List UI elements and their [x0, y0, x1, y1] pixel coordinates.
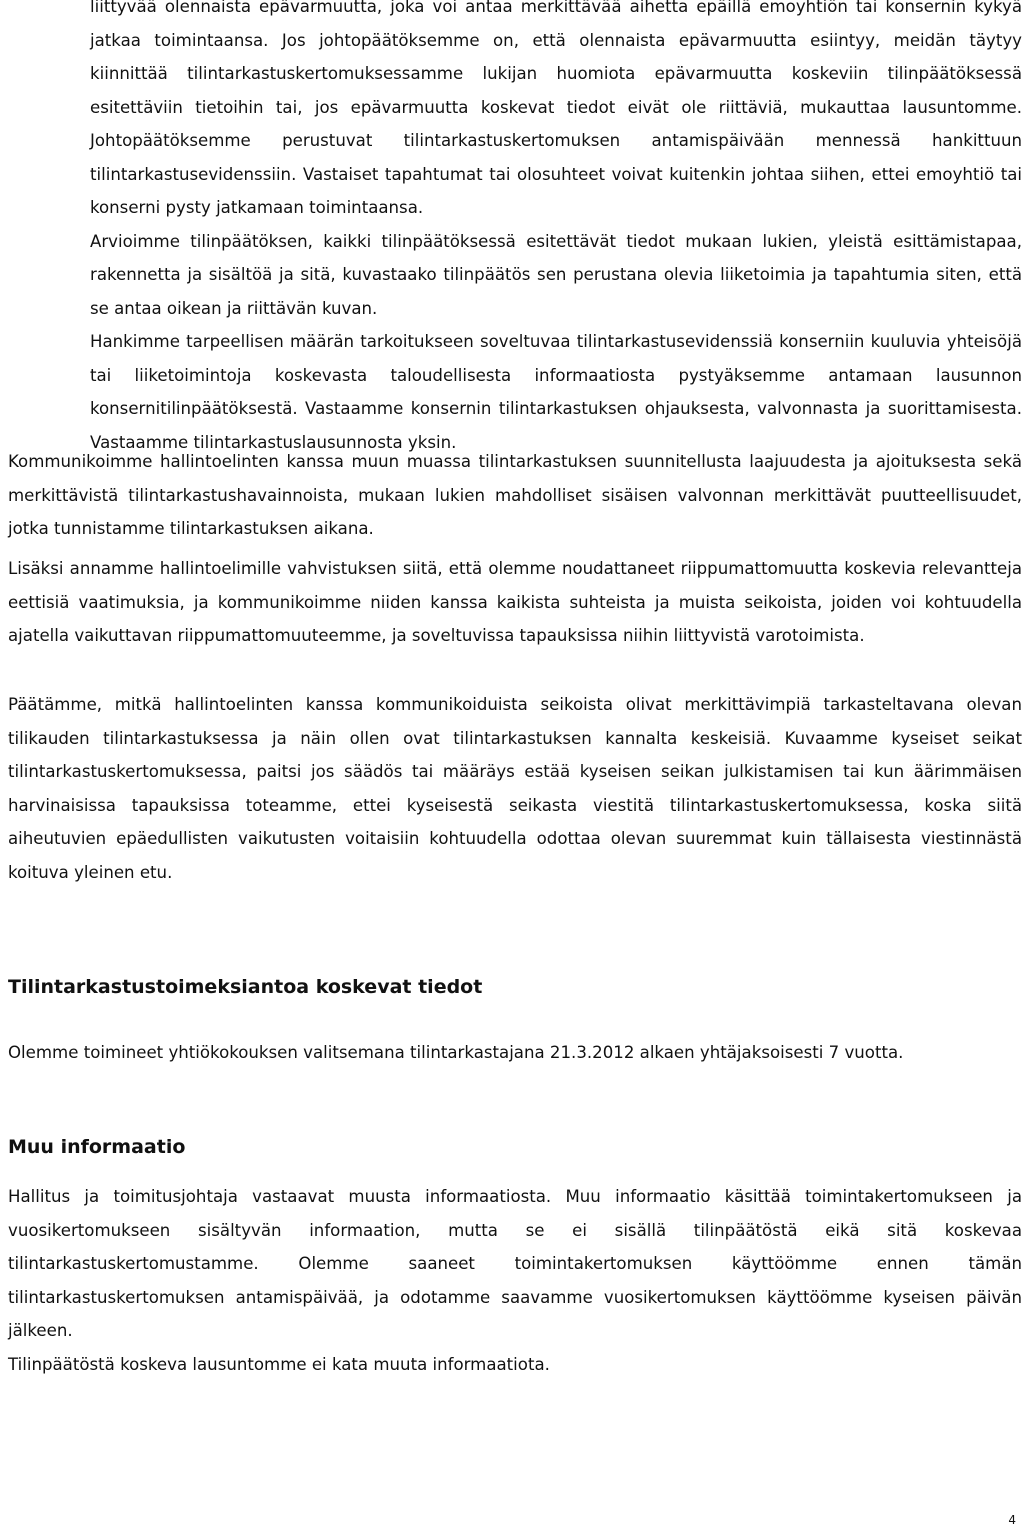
key-matters-paragraph: Päätämme, mitkä hallintoelinten kanssa kommunikoiduista seikoista olivat merkittävimpiä tarkasteltavana olevan tilikauden tilintarkastuksessa ja näin ollen ovat tilintarkastuksen kannalta keskeisiä. Kuvaamme kyseiset seikat tilintarkastuskertomuksessa, paitsi jos säädös tai määräys estää kyseisen seikan julkistamisen tai kun äärimmäisen harvinaisissa tapauksissa toteamme, ettei kyseisestä seikasta viestitä tilintarkastuskertomuksessa, koska siitä aiheutuvien epäedullisten vaikutusten voitaisiin kohtuudella odottaa olevan suuremmat kuin tällaisesta viestinnästä koituva yleinen etu. — [8, 695, 1022, 882]
going-concern-paragraph: liittyvää olennaista epävarmuutta, joka voi antaa merkittävää aihetta epäillä emoyhtiön tai konsernin kykyä jatkaa toimintaansa. Jos johtopäätöksemme on, että olennaista epävarmuutta esiintyy, meidän täytyy kiinnittää tilintarkastuskertomuksessamme lukijan huomiota epävarmuutta koskeviin tilinpäätöksessä esitettäviin tietoihin tai, jos epävarmuutta koskevat tiedot eivät ole riittäviä, mukauttaa lausuntomme. Johtopäätöksemme perustuvat tilintarkastuskertomuksen antamispäivään mennessä hankittuun tilintarkastusevidenssiin. Vastaiset tapahtumat tai olosuhteet voivat kuitenkin johtaa siihen, ettei emoyhtiö tai konserni pysty jatkamaan toimintaansa. — [90, 0, 1022, 217]
other-info-heading: Muu informaatio — [8, 1136, 186, 1158]
indented-section — [90, 0, 1022, 459]
other-info-scope-paragraph: Tilinpäätöstä koskeva lausuntomme ei kata muuta informaatiota. — [8, 1355, 550, 1374]
other-info-paragraph: Hallitus ja toimitusjohtaja vastaavat muusta informaatiosta. Muu informaatio käsittää toimintakertomukseen ja vuosikertomukseen sisältyvän informaation, mutta se ei sisällä tilinpäätöstä eikä sitä koskevaa tilintarkastuskertomustamme. Olemme saaneet toimintakertomuksen käyttöömme ennen tämän tilintarkastuskertomuksen antamispäivää, ja odotamme saavamme vuosikertomuksen käyttöömme kyseisen päivän jälkeen. — [8, 1187, 1022, 1340]
presentation-paragraph: Arvioimme tilinpäätöksen, kaikki tilinpäätöksessä esitettävät tiedot mukaan lukien, yleistä esittämistapaa, rakennetta ja sisältöä ja sitä, kuvastaako tilinpäätös sen perustana olevia liiketoimia ja tapahtumia siten, että se antaa oikean ja riittävän kuvan. — [90, 231, 1022, 318]
engagement-paragraph: Olemme toimineet yhtiökokouksen valitsemana tilintarkastajana 21.3.2012 alkaen yhtäjaksoisesti 7 vuotta. — [8, 1043, 904, 1062]
engagement-heading: Tilintarkastustoimeksiantoa koskevat tiedot — [8, 976, 483, 998]
independence-paragraph: Lisäksi annamme hallintoelimille vahvistuksen siitä, että olemme noudattaneet riippumattomuutta koskevia relevantteja eettisiä vaatimuksia, ja kommunikoimme niiden kanssa kaikista suhteista ja muista seikoista, joiden voi kohtuudella ajatella vaikuttavan riippumattomuuteemme, ja soveltuvissa tapauksissa niihin liittyvistä varotoimista. — [8, 559, 1022, 645]
page-number: 4 — [1008, 1513, 1016, 1527]
communication-paragraph: Kommunikoimme hallintoelinten kanssa muun muassa tilintarkastuksen suunnitellusta laajuudesta ja ajoituksesta sekä merkittävistä tilintarkastushavainnoista, mukaan lukien mahdolliset sisäisen valvonnan merkittävät puutteellisuudet, jotka tunnistamme tilintarkastuksen aikana. — [8, 452, 1022, 538]
group-audit-paragraph: Hankimme tarpeellisen määrän tarkoitukseen soveltuvaa tilintarkastusevidenssiä konserniin kuuluvia yhteisöjä tai liiketoimintoja koskevasta taloudellisesta informaatiosta pystyäksemme antamaan lausunnon konsernitilinpäätöksestä. Vastaamme konsernin tilintarkastuksen ohjauksesta, valvonnasta ja suorittamisesta. Vastaamme tilintarkastuslausunnosta yksin. — [90, 332, 1022, 452]
